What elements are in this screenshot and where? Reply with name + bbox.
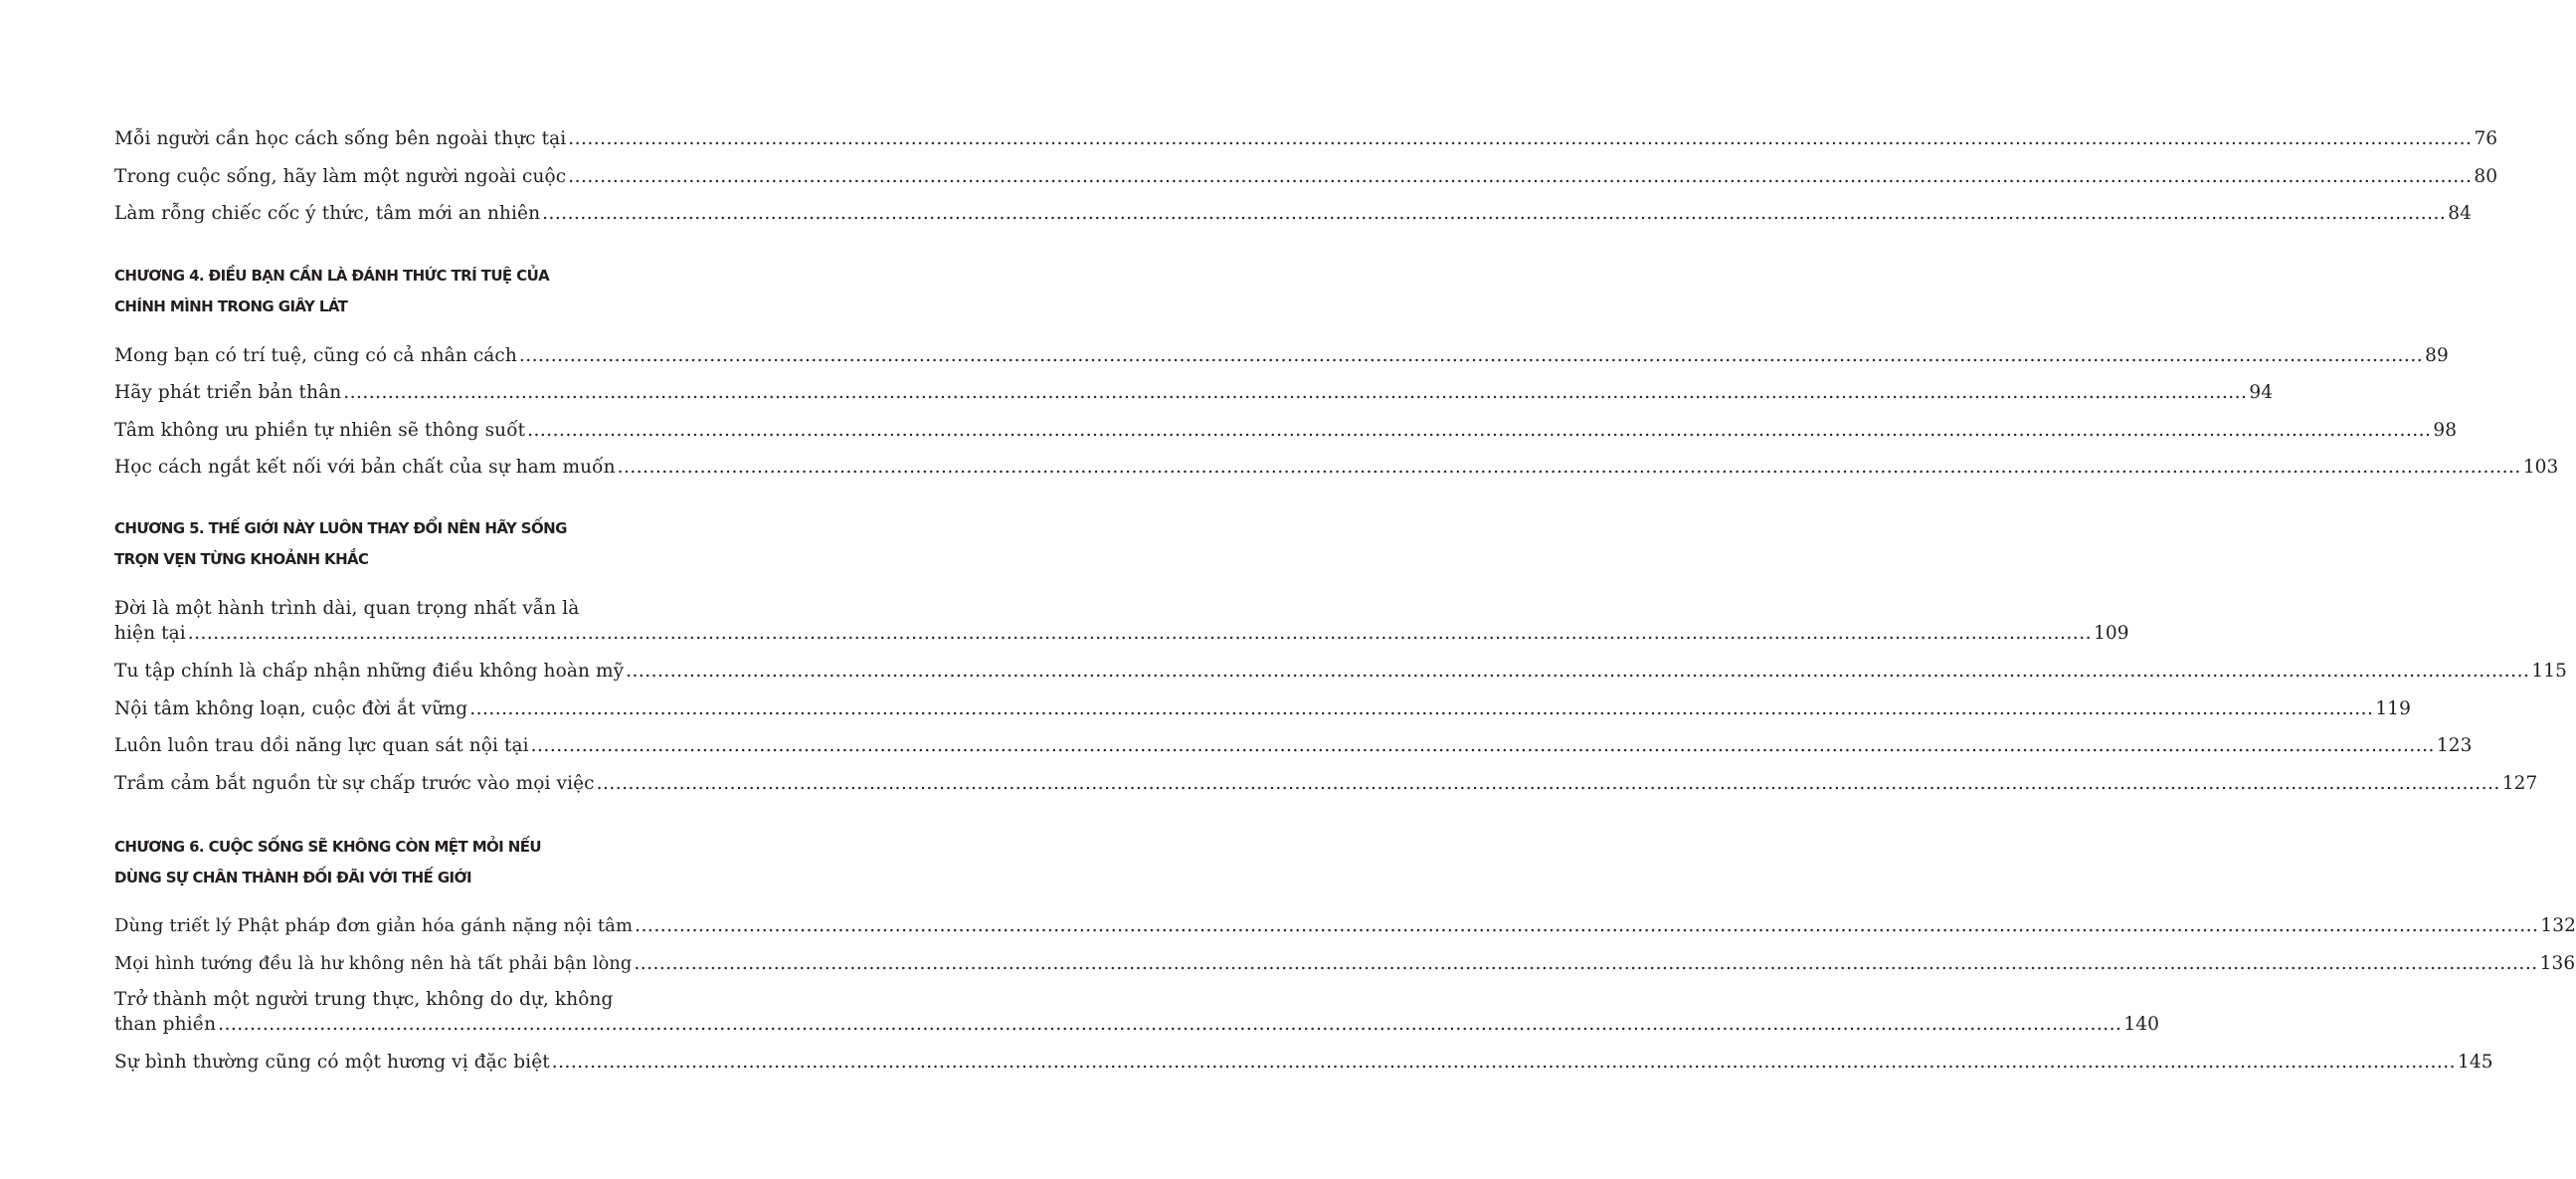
toc-page-number: 145 <box>2457 1052 2493 1073</box>
toc-entry <box>114 455 2559 480</box>
toc-entry <box>114 771 2538 796</box>
toc-entry <box>114 596 2129 646</box>
toc-entry-title: Trầm cảm bắt nguồn từ sự chấp trước vào mọi việc <box>114 773 595 794</box>
dot-leader: ............................................................................................................................................................................................................................................................................................................ <box>343 382 2248 403</box>
toc-entry <box>114 913 2576 938</box>
dot-leader: ............................................................................................................................................................................................................................................................................................................ <box>568 128 2473 149</box>
chapter-heading-line: DÙNG SỰ CHÂN THÀNH ĐỐI ĐÃI VỚI THẾ GIỚI <box>114 869 471 886</box>
toc-page-number: 132 <box>2540 915 2576 936</box>
toc-entry <box>114 733 2473 758</box>
toc-entry-title: Làm rỗng chiếc cốc ý thức, tâm mới an nhiên <box>114 203 541 224</box>
toc-entry-title: Mọi hình tướng đều là hư không nên hà tất phải bận lòng <box>114 954 633 974</box>
dot-leader: ............................................................................................................................................................................................................................................................................................................ <box>596 773 2500 794</box>
toc-entry <box>114 1050 2493 1075</box>
dot-leader: ............................................................................................................................................................................................................................................................................................................ <box>530 735 2435 756</box>
toc-entry-title: Trong cuộc sống, hãy làm một người ngoài cuộc <box>114 166 567 187</box>
toc-page-number: 94 <box>2249 382 2274 403</box>
dot-leader: ............................................................................................................................................................................................................................................................................................................ <box>635 915 2539 936</box>
chapter-heading-line: CHƯƠNG 6. CUỘC SỐNG SẼ KHÔNG CÒN MỆT MỎI NẾU <box>114 838 541 856</box>
toc-entry-title: Mong bạn có trí tuệ, cũng có cả nhân cách <box>114 345 517 366</box>
toc-entry-title: Luôn luôn trau dồi năng lực quan sát nội tại <box>114 735 529 756</box>
dot-leader: ............................................................................................................................................................................................................................................................................................................ <box>551 1052 2456 1073</box>
toc-entry-title: hiện tại <box>114 623 186 644</box>
toc-entry <box>114 418 2458 443</box>
toc-entry <box>114 951 2576 976</box>
toc-entry <box>114 696 2411 721</box>
toc-page-number: 127 <box>2501 773 2538 794</box>
toc-entry <box>114 380 2274 405</box>
toc-entry-title-first-line: Đời là một hành trình dài, quan trọng nhất vẫn là <box>114 598 580 619</box>
dot-leader: ............................................................................................................................................................................................................................................................................................................ <box>527 420 2432 441</box>
toc-entry-title-first-line: Trở thành một người trung thực, không do dự, không <box>114 989 614 1010</box>
toc-page-number: 123 <box>2436 735 2473 756</box>
toc-entry-title: Nội tâm không loạn, cuộc đời ắt vững <box>114 698 468 719</box>
dot-leader: ............................................................................................................................................................................................................................................................................................................ <box>469 698 2374 719</box>
toc-entry-title: Học cách ngắt kết nối với bản chất của sự ham muốn <box>114 457 616 478</box>
toc-entry-title: Dùng triết lý Phật pháp đơn giản hóa gánh nặng nội tâm <box>114 915 634 936</box>
chapter-heading-line: CHƯƠNG 5. THẾ GIỚI NÀY LUÔN THAY ĐỔI NÊN HÃY SỐNG <box>114 519 567 537</box>
toc-entry-title: Mỗi người cần học cách sống bên ngoài thực tại <box>114 128 567 149</box>
toc-page-number: 84 <box>2448 203 2473 224</box>
toc-entry <box>114 164 2498 189</box>
dot-leader: ............................................................................................................................................................................................................................................................................................................ <box>626 661 2530 682</box>
chapter-heading <box>114 832 691 893</box>
chapter-heading-line: TRỌN VẸN TỪNG KHOẢNH KHẮC <box>114 550 369 568</box>
toc-page-number: 115 <box>2531 661 2567 682</box>
dot-leader: ............................................................................................................................................................................................................................................................................................................ <box>634 953 2538 974</box>
toc-page-number: 76 <box>2474 128 2498 149</box>
dot-leader: ............................................................................................................................................................................................................................................................................................................ <box>218 1014 2122 1035</box>
toc-page-number: 140 <box>2123 1014 2159 1035</box>
toc-entry-title: Tâm không ưu phiền tự nhiên sẽ thông suốt <box>114 420 526 441</box>
toc-page-number: 89 <box>2425 345 2449 366</box>
toc-entry <box>114 201 2473 226</box>
dot-leader: ............................................................................................................................................................................................................................................................................................................ <box>542 203 2447 224</box>
toc-entry-title: than phiền <box>114 1014 217 1035</box>
toc-entry <box>114 659 2567 684</box>
toc-page-number: 98 <box>2433 420 2458 441</box>
toc-page-number: 109 <box>2093 623 2129 644</box>
dot-leader: ............................................................................................................................................................................................................................................................................................................ <box>518 345 2424 366</box>
toc-entry-title: Hãy phát triển bản thân <box>114 382 342 403</box>
chapter-heading <box>114 261 691 322</box>
toc-entry <box>114 987 2159 1037</box>
toc-entry <box>114 343 2449 368</box>
toc-entry-title: Tu tập chính là chấp nhận những điều không hoàn mỹ <box>114 661 625 682</box>
toc-entry <box>114 126 2498 151</box>
toc-page-number: 103 <box>2522 457 2559 478</box>
toc-page-number: 80 <box>2474 166 2498 187</box>
dot-leader: ............................................................................................................................................................................................................................................................................................................ <box>617 457 2521 478</box>
chapter-heading-line: CHƯƠNG 4. ĐIỀU BẠN CẦN LÀ ĐÁNH THỨC TRÍ TUỆ CỦA <box>114 267 550 285</box>
chapter-heading <box>114 513 691 575</box>
dot-leader: ............................................................................................................................................................................................................................................................................................................ <box>568 166 2473 187</box>
chapter-heading-line: CHÍNH MÌNH TRONG GIÂY LÁT <box>114 297 348 315</box>
toc-entry-title: Sự bình thường cũng có một hương vị đặc biệt <box>114 1052 550 1073</box>
toc-page-number: 119 <box>2375 698 2411 719</box>
dot-leader: ............................................................................................................................................................................................................................................................................................................ <box>187 623 2092 644</box>
toc-page-number: 136 <box>2539 953 2576 974</box>
